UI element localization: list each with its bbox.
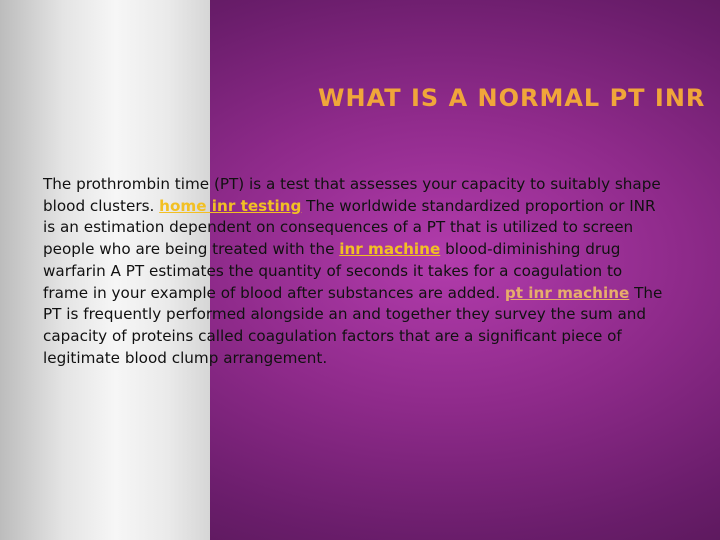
slide-title: WHAT IS A NORMAL PT INR xyxy=(318,84,706,112)
paragraph-text-4: The PT is frequently performed alongside an and together they survey the sum and capacity of proteins called coagulation factors that are a significant piece of legitimate blood clump arrangement. xyxy=(43,283,663,367)
link-pt-inr-machine[interactable]: pt inr machine xyxy=(504,283,630,302)
body-paragraph xyxy=(43,174,665,369)
link-inr-machine[interactable]: inr machine xyxy=(339,240,441,259)
link-home-inr-testing[interactable]: home inr testing xyxy=(159,196,302,215)
paragraph-text-1: The prothrombin time (PT) is a test that assesses your capacity to suitably shape blood clusters. xyxy=(43,175,661,215)
paragraph-text-2: The worldwide standardized proportion or INR is an estimation dependent on consequences of a PT that is utilized to screen people who are being treated with the xyxy=(43,196,656,259)
paragraph-text-3: blood-diminishing drug warfarin A PT estimates the quantity of seconds it takes for a coagulation to frame in your example of blood after substances are added. xyxy=(43,240,623,302)
